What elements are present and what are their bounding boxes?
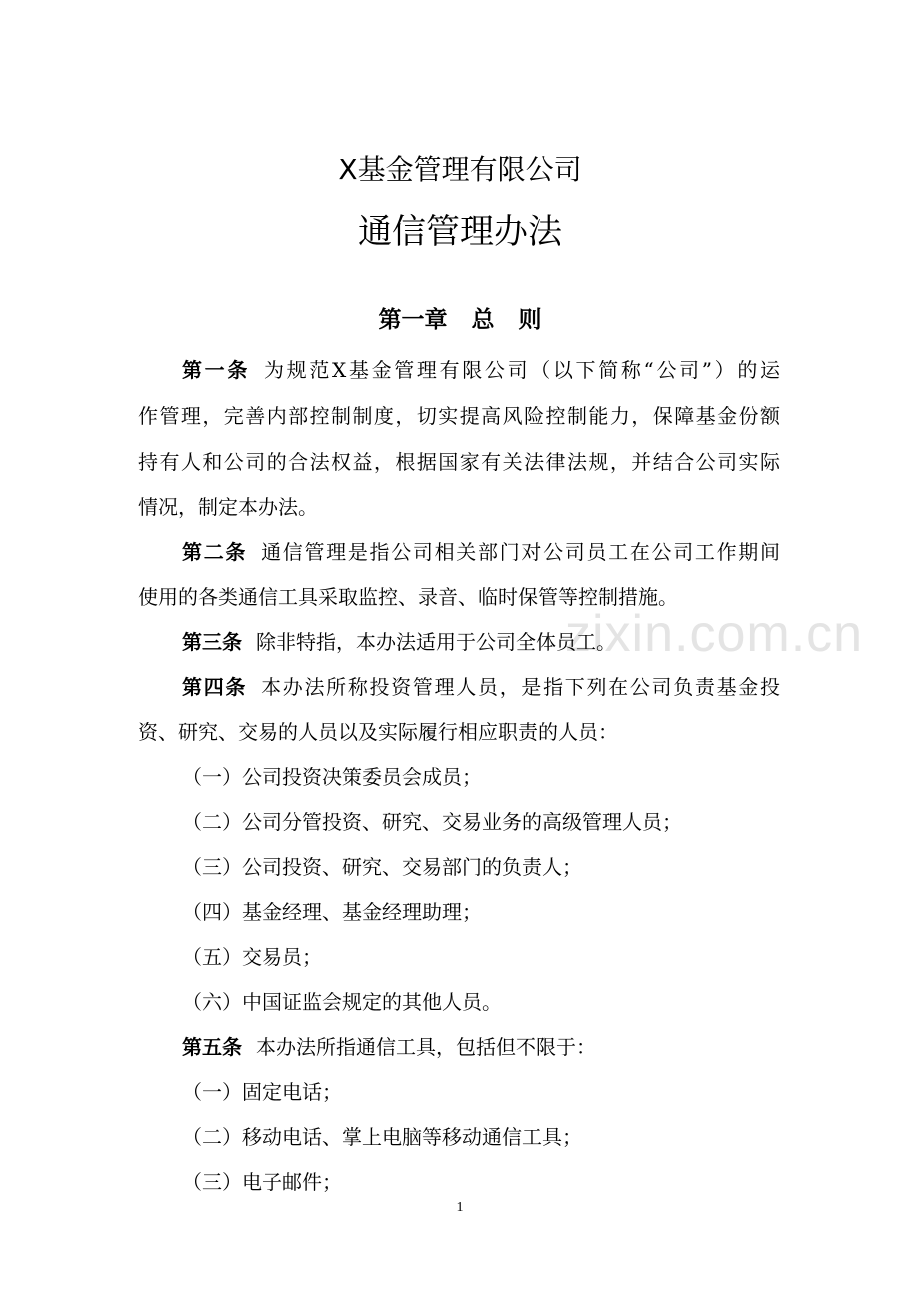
article-5-text: 本办法所指通信工具，包括但不限于： [256, 1035, 596, 1059]
article-1-line-2: 作管理，完善内部控制制度，切实提高风险控制能力，保障基金份额 [138, 404, 780, 428]
chapter-heading: 第一章 总 则 [378, 307, 542, 333]
article-4-item-1: （一）公司投资决策委员会成员； [182, 765, 482, 789]
article-1-text: 为规范X基金管理有限公司（以下简称“公司”）的运 [264, 358, 781, 382]
article-5-label: 第五条 [182, 1035, 242, 1059]
page-number: 1 [456, 1200, 464, 1215]
article-1-label: 第一条 [182, 358, 250, 382]
article-4-item-3: （三）公司投资、研究、交易部门的负责人； [182, 855, 582, 879]
article-1-line-3: 持有人和公司的合法权益，根据国家有关法律法规，并结合公司实际 [138, 450, 780, 474]
article-4-label: 第四条 [182, 675, 248, 699]
article-3-label: 第三条 [182, 630, 242, 654]
article-5-line-1 [182, 1031, 596, 1063]
article-4-item-5: （五）交易员； [182, 945, 322, 969]
watermark: zixin.com.cn [565, 605, 864, 663]
article-3-line-1 [182, 626, 616, 658]
document-title: 通信管理办法 [358, 212, 562, 252]
article-4-item-6: （六）中国证监会规定的其他人员。 [182, 990, 502, 1014]
article-3-text: 除非特指，本办法适用于公司全体员工。 [256, 630, 616, 654]
article-4-item-2: （二）公司分管投资、研究、交易业务的高级管理人员； [182, 810, 682, 834]
article-4-line-2: 资、研究、交易的人员以及实际履行相应职责的人员： [138, 720, 618, 744]
article-1-line-4: 情况，制定本办法。 [138, 495, 318, 519]
article-2-line-2: 使用的各类通信工具采取监控、录音、临时保管等控制措施。 [138, 585, 678, 609]
article-2-label: 第二条 [182, 540, 248, 564]
article-2-text: 通信管理是指公司相关部门对公司员工在公司工作期间 [261, 540, 781, 564]
article-5-item-2: （二）移动电话、掌上电脑等移动通信工具； [182, 1125, 582, 1149]
article-5-item-1: （一）固定电话； [182, 1080, 342, 1104]
article-4-item-4: （四）基金经理、基金经理助理； [182, 900, 482, 924]
article-4-text: 本办法所称投资管理人员，是指下列在公司负责基金投 [261, 675, 781, 699]
article-1-line-1 [182, 354, 780, 386]
company-title: X基金管理有限公司 [338, 153, 582, 186]
article-5-item-3: （三）电子邮件； [182, 1170, 342, 1194]
article-2-line-1 [182, 536, 780, 568]
article-4-line-1 [182, 671, 780, 703]
